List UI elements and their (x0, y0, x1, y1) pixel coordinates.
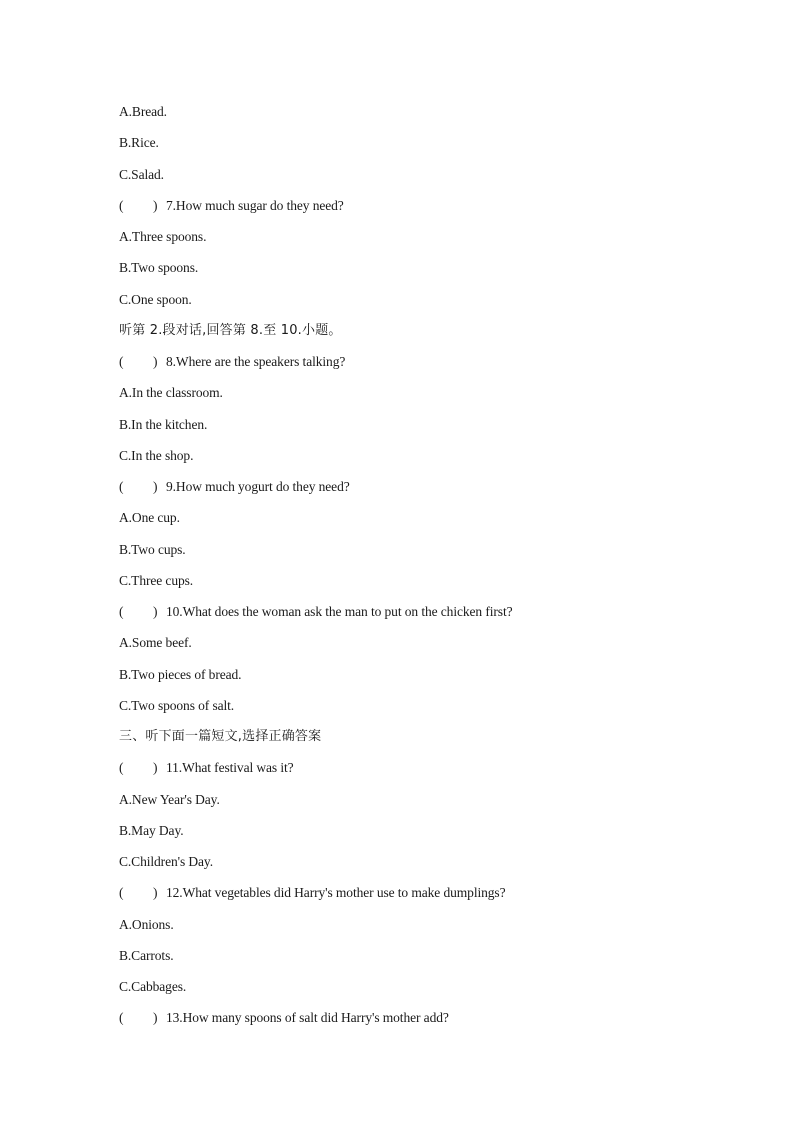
question-text: 12.What vegetables did Harry's mother use to make dumplings? (166, 885, 506, 901)
question-line (119, 352, 739, 383)
answer-bracket (119, 352, 166, 372)
answer-option: B.Two cups. (119, 541, 186, 557)
answer-option: B.In the kitchen. (119, 416, 208, 432)
answer-option: A.Some beef. (119, 635, 192, 651)
bracket-open: ( (119, 354, 124, 369)
section-heading: 听第 2.段对话,回答第 8.至 10.小题。 (119, 322, 342, 338)
answer-option: A.One cup. (119, 510, 180, 526)
answer-bracket (119, 477, 166, 497)
question-text: 10.What does the woman ask the man to put on the chicken first? (166, 604, 513, 619)
answer-option: C.Three cups. (119, 572, 194, 588)
answer-option: C.Children's Day. (119, 854, 213, 869)
bracket-close: ) (153, 885, 158, 901)
question-text: 13.How many spoons of salt did Harry's mother add? (166, 1010, 449, 1026)
bracket-open: ( (119, 479, 124, 494)
answer-option: B.Rice. (119, 135, 159, 151)
answer-option: A.Three spoons. (119, 229, 207, 244)
section-heading: 三、听下面一篇短文,选择正确答案 (119, 729, 322, 744)
answer-option: A.In the classroom. (119, 385, 223, 401)
bracket-open: ( (119, 604, 124, 619)
bracket-open: ( (119, 197, 124, 213)
question-text: 11.What festival was it? (166, 760, 294, 776)
answer-bracket (119, 196, 166, 216)
bracket-open: ( (119, 885, 124, 901)
question-text: 9.How much yogurt do they need? (166, 479, 350, 494)
answer-option: C.Salad. (119, 166, 164, 182)
answer-option: B.Carrots. (119, 947, 174, 963)
answer-option: B.Two pieces of bread. (119, 666, 242, 682)
answer-bracket (119, 883, 166, 903)
question-line (119, 477, 739, 508)
answer-option: C.Two spoons of salt. (119, 697, 235, 713)
question-line (119, 1008, 739, 1039)
bracket-close: ) (153, 760, 158, 776)
answer-option: C.Cabbages. (119, 979, 187, 994)
answer-bracket (119, 602, 166, 622)
question-line (119, 883, 739, 914)
bracket-close: ) (153, 197, 158, 213)
bracket-close: ) (153, 604, 158, 619)
bracket-close: ) (153, 479, 158, 494)
bracket-open: ( (119, 760, 124, 776)
question-line (119, 758, 739, 789)
answer-option: A.Bread. (119, 104, 167, 119)
answer-option: A.New Year's Day. (119, 791, 220, 807)
bracket-close: ) (153, 1010, 158, 1026)
answer-option: C.In the shop. (119, 447, 194, 463)
answer-bracket (119, 1008, 166, 1028)
bracket-close: ) (153, 354, 158, 369)
question-text: 8.Where are the speakers talking? (166, 354, 346, 369)
question-line (119, 602, 739, 633)
answer-bracket (119, 758, 166, 778)
question-line (119, 196, 739, 227)
answer-option: A.Onions. (119, 916, 174, 932)
answer-option: B.May Day. (119, 822, 184, 838)
answer-option: C.One spoon. (119, 291, 192, 307)
answer-option: B.Two spoons. (119, 260, 199, 276)
document-content (119, 102, 739, 1040)
bracket-open: ( (119, 1010, 124, 1026)
question-text: 7.How much sugar do they need? (166, 197, 344, 213)
